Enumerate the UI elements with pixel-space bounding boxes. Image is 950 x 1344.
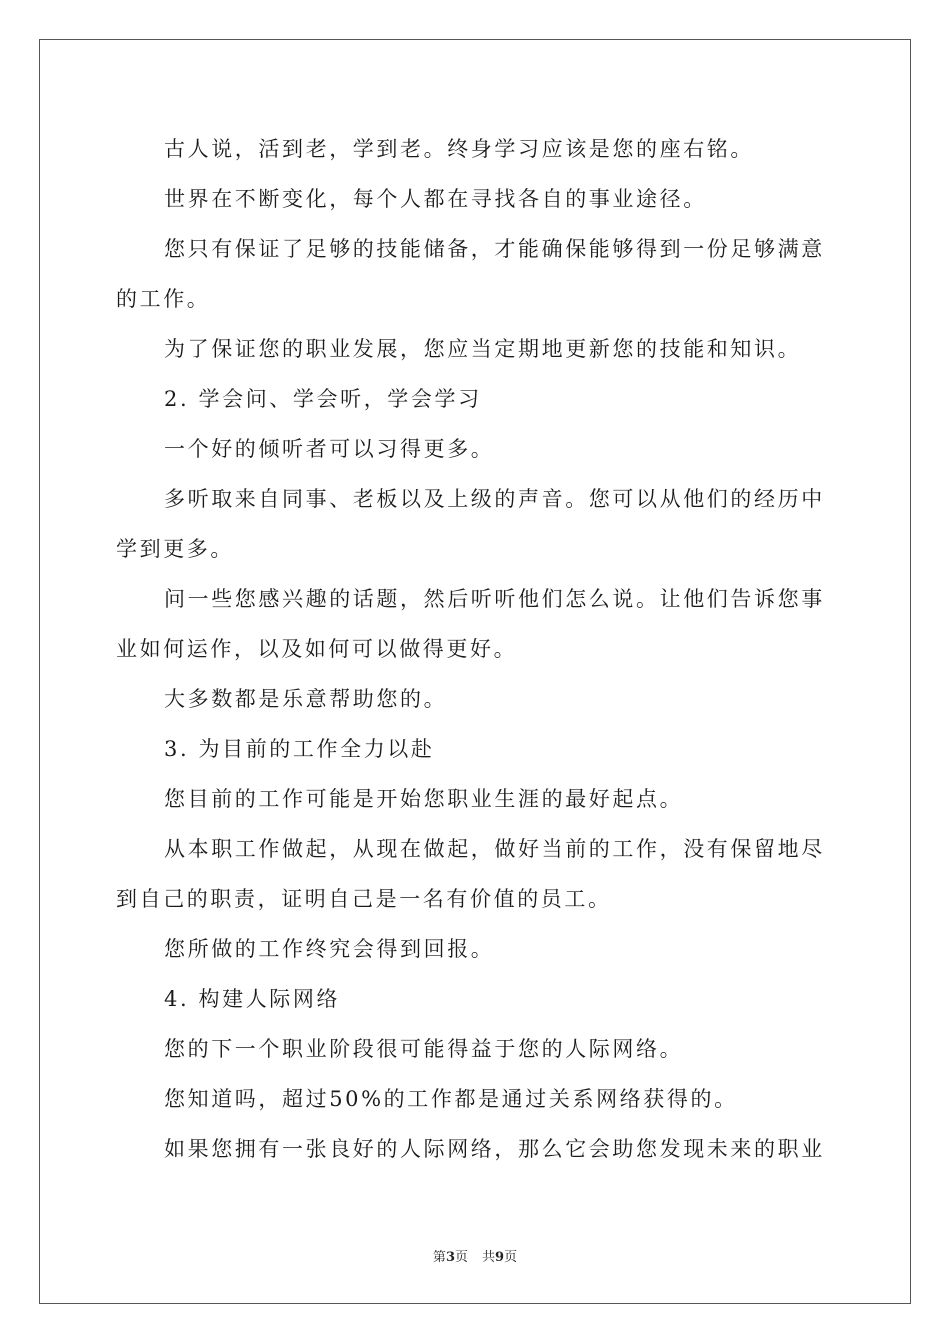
paragraph: 您只有保证了足够的技能储备，才能确保能够得到一份足够满意的工作。 [116,237,825,311]
paragraph: 古人说，活到老，学到老。终身学习应该是您的座右铭。 [164,137,754,161]
paragraph: 您目前的工作可能是开始您职业生涯的最好起点。 [164,787,684,811]
paragraph: 如果您拥有一张良好的人际网络，那么它会助您发现未来的职业 [164,1137,825,1161]
paragraph: 大多数都是乐意帮助您的。 [164,687,448,711]
section-heading: 2. 学会问、学会听，学会学习 [164,387,482,411]
paragraph: 一个好的倾听者可以习得更多。 [164,437,495,461]
footer-page-unit: 页 [454,1250,468,1265]
paragraph: 您所做的工作终究会得到回报。 [164,937,495,961]
footer-page-prefix: 第 [432,1250,446,1265]
paragraph: 世界在不断变化，每个人都在寻找各自的事业途径。 [164,187,707,211]
footer-total-prefix: 共 [482,1250,496,1265]
paragraph: 从本职工作做起，从现在做起，做好当前的工作，没有保留地尽到自己的职责，证明自己是一名有价值的员工。 [116,837,825,911]
paragraph: 为了保证您的职业发展，您应当定期地更新您的技能和知识。 [164,337,802,361]
paragraph: 您的下一个职业阶段很可能得益于您的人际网络。 [164,1037,684,1061]
paragraph: 多听取来自同事、老板以及上级的声音。您可以从他们的经历中学到更多。 [116,487,825,561]
page-footer [0,1246,950,1265]
document-body [116,124,836,1174]
footer-page-total: 9 [495,1250,505,1265]
section-heading: 4. 构建人际网络 [164,987,341,1011]
paragraph: 您知道吗，超过50%的工作都是通过关系网络获得的。 [164,1087,738,1111]
footer-page-current: 3 [445,1250,455,1265]
footer-total-unit: 页 [504,1250,518,1265]
section-heading: 3. 为目前的工作全力以赴 [164,737,435,761]
paragraph: 问一些您感兴趣的话题，然后听听他们怎么说。让他们告诉您事业如何运作，以及如何可以做得更好。 [116,587,825,661]
